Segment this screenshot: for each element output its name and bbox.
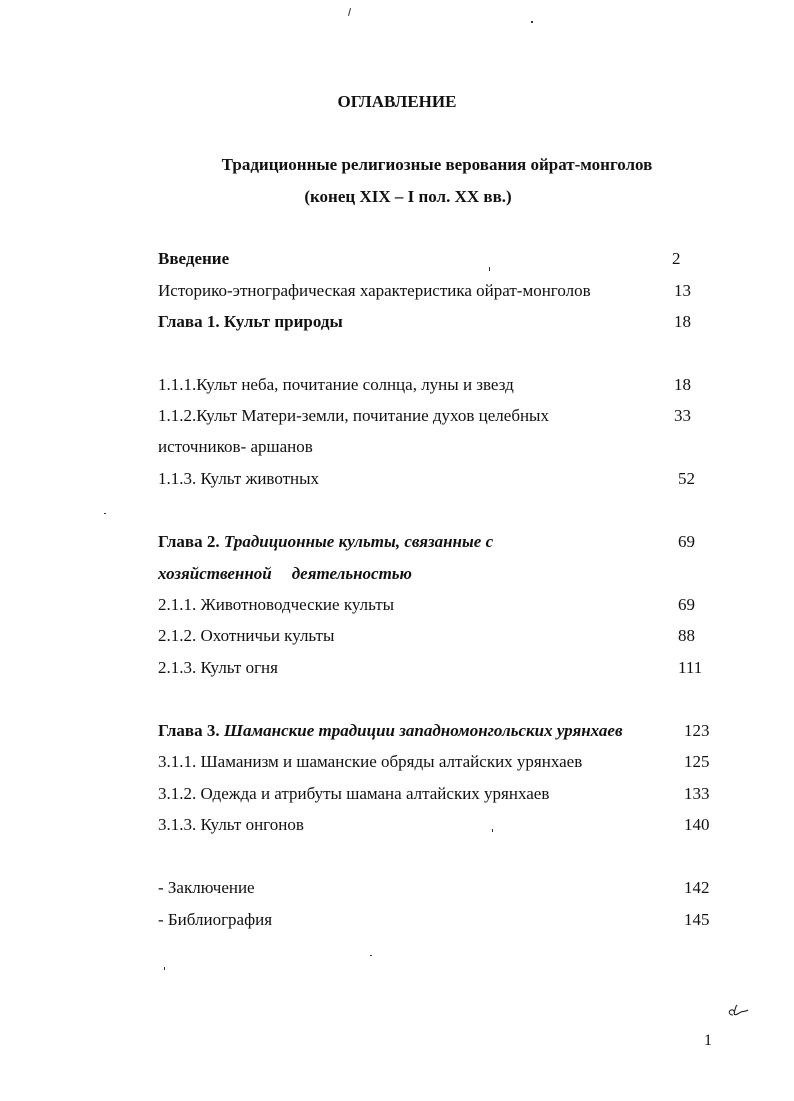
toc-section-3-1-3-label: 3.1.3. Культ онгонов <box>158 815 304 834</box>
toc-section-1-1-1-page: 18 <box>674 375 691 394</box>
scan-speck <box>348 8 351 16</box>
toc-section-3-1-3-page: 140 <box>684 815 710 834</box>
toc-section-2-1-1-label: 2.1.1. Животноводческие культы <box>158 595 395 614</box>
toc-bibliography-page: 145 <box>684 910 710 929</box>
toc-chapter-3-prefix: Глава 3. <box>158 721 220 740</box>
toc-chapter-3-page: 123 <box>684 721 710 740</box>
toc-section-3-1-2-page: 133 <box>684 784 710 803</box>
scan-speck <box>104 513 106 514</box>
toc-section-3-1-1-label: 3.1.1. Шаманизм и шаманские обряды алтайских урянхаев <box>158 752 583 771</box>
toc-section-2-1-1-page: 69 <box>678 595 695 614</box>
toc-section-2-1-3-label: 2.1.3. Культ огня <box>158 658 278 677</box>
toc-chapter-2-title-line-1: Традиционные культы, связанные с <box>223 532 494 551</box>
toc-conclusion-label: - Заключение <box>158 878 255 897</box>
subtitle-line-1: Традиционные религиозные верования ойрат-монголов <box>221 155 653 174</box>
toc-intro-label: Введение <box>158 249 230 268</box>
toc-chapter-3-label <box>158 721 623 741</box>
toc-ethno-label: Историко-этнографическая характеристика ойрат-монголов <box>158 281 591 300</box>
subtitle-line-2: (конец XIX – I пол. XX вв.) <box>304 187 512 206</box>
toc-bibliography-label: - Библиография <box>158 910 273 929</box>
toc-conclusion-page: 142 <box>684 878 710 897</box>
toc-section-3-1-1-page: 125 <box>684 752 710 771</box>
scan-speck <box>492 829 493 832</box>
toc-section-1-1-2-label-line-2: источников- аршанов <box>158 437 313 456</box>
toc-section-3-1-2-label: 3.1.2. Одежда и атрибуты шамана алтайских урянхаев <box>158 784 550 803</box>
toc-ethno-page: 13 <box>674 281 691 300</box>
toc-intro-page: 2 <box>672 249 681 268</box>
scan-speck <box>164 967 165 970</box>
toc-chapter-2-title-line-2 <box>158 564 412 584</box>
toc-section-1-1-3-page: 52 <box>678 469 695 488</box>
toc-chapter-1-prefix: Глава 1. <box>158 312 220 331</box>
handwritten-initial-mark <box>726 1004 750 1020</box>
scan-speck <box>370 955 372 956</box>
toc-section-1-1-1-label: 1.1.1.Культ неба, почитание солнца, луны и звезд <box>158 375 514 394</box>
toc-section-2-1-2-label: 2.1.2. Охотничьи культы <box>158 626 335 645</box>
toc-section-2-1-3-page: 111 <box>678 658 703 677</box>
scan-speck <box>489 267 490 271</box>
toc-chapter-2-page: 69 <box>678 532 695 551</box>
page-number: 1 <box>704 1032 712 1049</box>
toc-chapter-1-label <box>158 312 343 332</box>
toc-chapter-1-title: Культ природы <box>223 312 343 331</box>
toc-chapter-2-label-line-1 <box>158 532 493 552</box>
toc-chapter-3-title: Шаманские традиции западномонгольских урянхаев <box>223 721 623 740</box>
toc-chapter-1-page: 18 <box>674 312 691 331</box>
page-title: ОГЛАВЛЕНИЕ <box>337 92 457 111</box>
toc-section-1-1-2-label-line-1: 1.1.2.Культ Матери-земли, почитание духов целебных <box>158 406 549 425</box>
toc-section-1-1-3-label: 1.1.3. Культ животных <box>158 469 320 488</box>
toc-section-2-1-2-page: 88 <box>678 626 695 645</box>
scan-speck <box>531 21 533 23</box>
toc-chapter-2-title-word-1: хозяйственной <box>158 564 272 583</box>
toc-chapter-2-title-word-2: деятельностью <box>291 564 412 583</box>
toc-chapter-2-prefix: Глава 2. <box>158 532 220 551</box>
toc-section-1-1-2-page: 33 <box>674 406 691 425</box>
